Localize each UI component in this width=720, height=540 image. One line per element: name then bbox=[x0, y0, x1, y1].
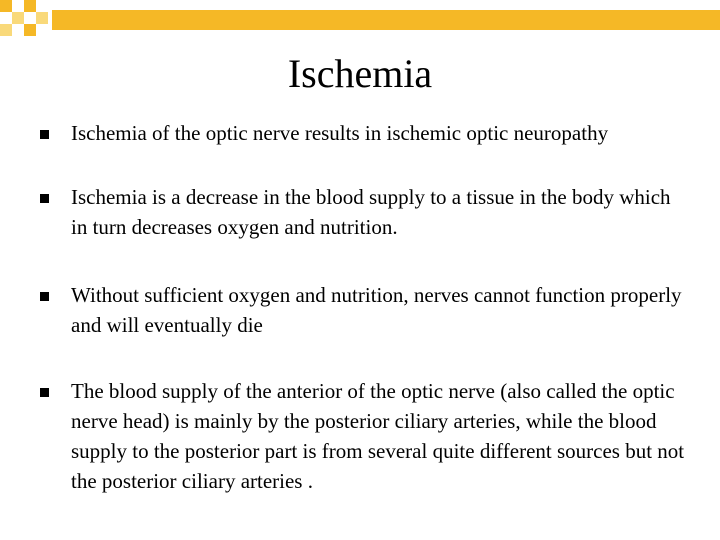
bullet-item bbox=[40, 376, 690, 496]
bullet-item bbox=[40, 182, 690, 242]
square-bullet-icon bbox=[40, 130, 49, 139]
square-bullet-icon bbox=[40, 388, 49, 397]
square-bullet-icon bbox=[40, 292, 49, 301]
deco-square bbox=[0, 24, 12, 36]
bullet-text: The blood supply of the anterior of the optic nerve (also called the optic nerve head) is mainly by the posterior ciliary arteries, while the blood supply to the posterior part is from several quite different sources but not the posterior ciliary arteries . bbox=[71, 379, 685, 493]
deco-square bbox=[24, 24, 36, 36]
bullet-item bbox=[40, 280, 690, 340]
deco-square bbox=[24, 0, 36, 12]
bullet-item bbox=[40, 118, 690, 148]
slide-title: Ischemia bbox=[287, 51, 433, 96]
square-bullet-icon bbox=[40, 194, 49, 203]
header-bar bbox=[52, 10, 720, 30]
bullet-text: Ischemia of the optic nerve results in ischemic optic neuropathy bbox=[71, 121, 609, 145]
bullet-text: Ischemia is a decrease in the blood supply to a tissue in the body which in turn decreases oxygen and nutrition. bbox=[71, 185, 671, 239]
deco-square bbox=[0, 0, 12, 12]
deco-square bbox=[12, 12, 24, 24]
bullet-text: Without sufficient oxygen and nutrition, nerves cannot function properly and will eventually die bbox=[71, 283, 682, 337]
deco-square bbox=[36, 12, 48, 24]
